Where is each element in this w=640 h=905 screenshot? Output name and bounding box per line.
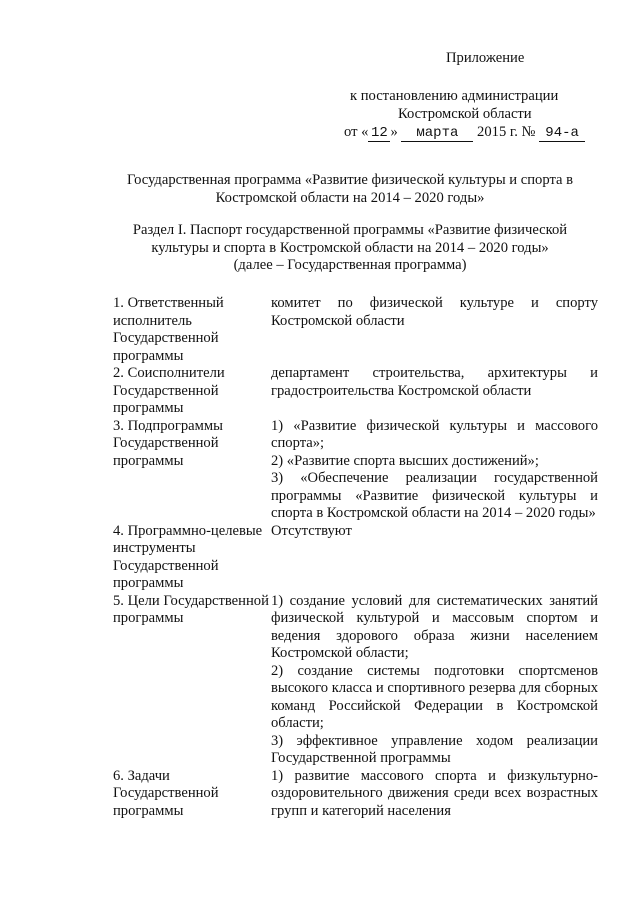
passport-row-value — [271, 295, 598, 365]
decree-line-1: к постановлению администрации — [350, 88, 559, 104]
program-title — [100, 172, 600, 207]
passport-table — [113, 295, 598, 820]
passport-row-label: 1. Ответственный исполнитель Государственной программы — [113, 295, 224, 364]
passport-row-value — [271, 418, 598, 523]
passport-value-item: Отсутствуют — [271, 522, 352, 539]
passport-row-label: 4. Программно-целевые инструменты Государственной программы — [113, 522, 263, 591]
date-prefix: от « — [344, 124, 369, 140]
program-title-line-1: Государственная программа «Развитие физической культуры и спорта в — [126, 172, 574, 188]
passport-row — [113, 523, 598, 593]
passport-row — [113, 418, 598, 523]
passport-value-item: 1) развитие массового спорта и физкультурно-оздоровительного движения среди всех возрастных групп и категорий населения — [271, 767, 598, 819]
passport-row-label: 2. Соисполнители Государственной программы — [113, 365, 225, 416]
passport-value-item: департамент строительства, архитектуры и градостроительства Костромской области — [271, 365, 598, 399]
passport-row — [113, 365, 598, 418]
passport-value-item: 1) создание условий для систематических занятий физической культурой и массовым спортом и ведения здорового образа жизни населением Костромской области; — [271, 592, 598, 661]
passport-value-item: 2) создание системы подготовки спортсменов высокого класса и спортивного резерва для сборных команд Российской Федерации в Костромской области; — [271, 662, 598, 731]
decree-month: марта — [401, 126, 473, 142]
decree-date-line — [344, 124, 585, 142]
date-mid: » — [390, 124, 398, 140]
section-heading — [100, 222, 600, 275]
passport-row — [113, 295, 598, 365]
decree-year: 2015 г. № — [477, 124, 536, 140]
passport-row — [113, 593, 598, 768]
passport-row — [113, 768, 598, 821]
passport-row-label: 3. Подпрограммы Государственной программы — [113, 417, 223, 469]
passport-value-item: комитет по физической культуре и спорту Костромской области — [271, 295, 598, 329]
passport-row-value — [271, 523, 598, 593]
appendix-label: Приложение — [446, 50, 525, 66]
section-heading-line-2: культуры и спорта в Костромской области на 2014 – 2020 годы» — [151, 239, 549, 256]
passport-row-label: 6. Задачи Государственной программы — [113, 767, 219, 819]
passport-value-item: 3) «Обеспечение реализации государственной программы «Развитие физической культуры и спорта в Костромской области на 2014 – 2020 годы» — [271, 470, 598, 521]
passport-value-item: 2) «Развитие спорта высших достижений»; — [271, 452, 539, 469]
decree-number: 94-а — [539, 126, 585, 142]
passport-row-label: 5. Цели Государственной программы — [113, 592, 269, 626]
passport-row-value — [271, 593, 598, 768]
program-title-line-2: Костромской области на 2014 – 2020 годы» — [215, 189, 485, 206]
decree-line-2: Костромской области — [398, 106, 532, 122]
passport-value-item: 1) «Развитие физической культуры и массового спорта»; — [271, 417, 598, 451]
decree-day: 12 — [368, 126, 390, 142]
section-heading-line-3: (далее – Государственная программа) — [233, 257, 467, 273]
passport-row-value — [271, 768, 598, 821]
section-heading-line-1: Раздел I. Паспорт государственной программы «Развитие физической — [132, 222, 568, 238]
passport-value-item: 3) эффективное управление ходом реализации Государственной программы — [271, 732, 598, 766]
passport-row-value — [271, 365, 598, 418]
